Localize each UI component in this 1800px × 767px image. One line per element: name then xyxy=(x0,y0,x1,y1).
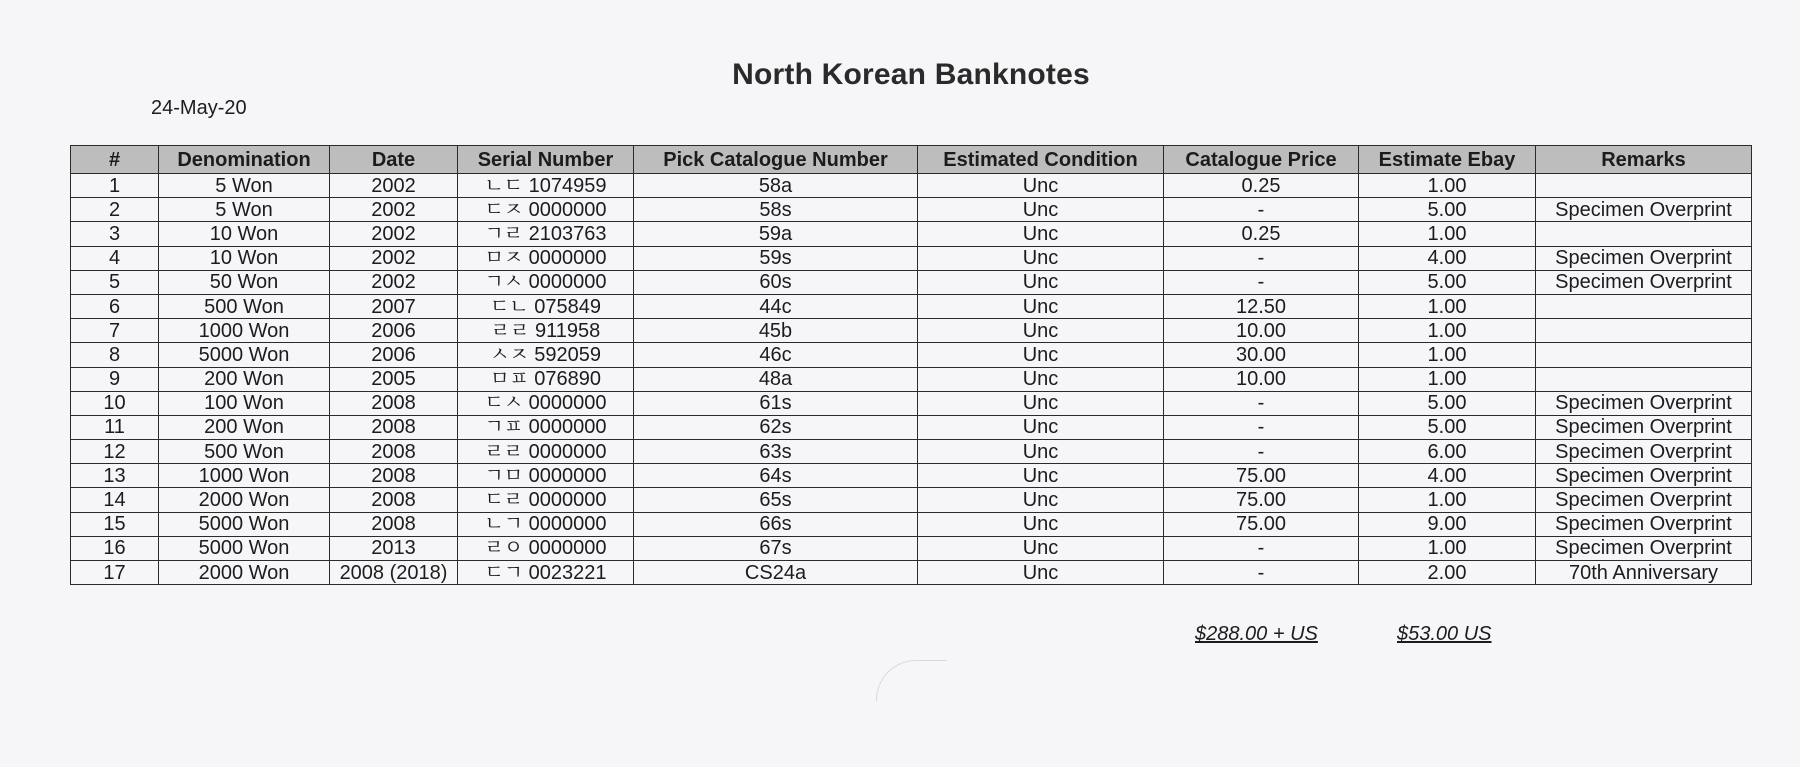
cell-remarks xyxy=(1536,294,1752,318)
cell-serial-number: ㄱㅁ 0000000 xyxy=(458,464,634,488)
cell-pick-catalogue-number: 64s xyxy=(634,464,918,488)
table-row xyxy=(71,343,1752,367)
table-row xyxy=(71,319,1752,343)
cell-pick-catalogue-number: CS24a xyxy=(634,561,918,585)
cell-estimated-condition: Unc xyxy=(918,246,1164,270)
cell-serial-number: ㄷㅈ 0000000 xyxy=(458,198,634,222)
cell-date: 2006 xyxy=(330,319,458,343)
cell-serial-number: ㄷㅅ 0000000 xyxy=(458,391,634,415)
cell-date: 2008 xyxy=(330,391,458,415)
table-row xyxy=(71,391,1752,415)
cell-remarks: Specimen Overprint xyxy=(1536,198,1752,222)
cell-denomination: 1000 Won xyxy=(159,464,330,488)
cell-estimated-condition: Unc xyxy=(918,294,1164,318)
column-header-catalogue-price: Catalogue Price xyxy=(1164,146,1359,174)
cell-date: 2006 xyxy=(330,343,458,367)
cell-remarks: Specimen Overprint xyxy=(1536,440,1752,464)
total-estimate-ebay: $53.00 US xyxy=(1397,623,1492,645)
cell-date: 2008 xyxy=(330,464,458,488)
cell-date: 2005 xyxy=(330,367,458,391)
cell-denomination: 5 Won xyxy=(159,174,330,198)
cell-denomination: 50 Won xyxy=(159,270,330,294)
column-header-denomination: Denomination xyxy=(159,146,330,174)
cell-serial-number: ㄹㅇ 0000000 xyxy=(458,536,634,560)
cell-estimated-condition: Unc xyxy=(918,561,1164,585)
cell-estimated-condition: Unc xyxy=(918,512,1164,536)
cell-estimate-ebay: 1.00 xyxy=(1359,536,1536,560)
cell-serial-number: ㄴㄱ 0000000 xyxy=(458,512,634,536)
cell-pick-catalogue-number: 48a xyxy=(634,367,918,391)
cell-date: 2002 xyxy=(330,246,458,270)
cell-date: 2002 xyxy=(330,222,458,246)
cell-pick-catalogue-number: 59a xyxy=(634,222,918,246)
cell-catalogue-price: - xyxy=(1164,440,1359,464)
table-row xyxy=(71,561,1752,585)
cell-estimate-ebay: 5.00 xyxy=(1359,198,1536,222)
cell-catalogue-price: - xyxy=(1164,536,1359,560)
cell-pick-catalogue-number: 59s xyxy=(634,246,918,270)
cell-estimate-ebay: 1.00 xyxy=(1359,319,1536,343)
cell-remarks: Specimen Overprint xyxy=(1536,488,1752,512)
cell-denomination: 5 Won xyxy=(159,198,330,222)
cell-serial-number: ㄱㅅ 0000000 xyxy=(458,270,634,294)
cell-date: 2002 xyxy=(330,174,458,198)
cell-estimated-condition: Unc xyxy=(918,464,1164,488)
cell-estimated-condition: Unc xyxy=(918,198,1164,222)
cell-remarks: Specimen Overprint xyxy=(1536,246,1752,270)
column-header-remarks: Remarks xyxy=(1536,146,1752,174)
cell-estimate-ebay: 1.00 xyxy=(1359,367,1536,391)
cell-catalogue-price: 75.00 xyxy=(1164,464,1359,488)
cell-catalogue-price: - xyxy=(1164,561,1359,585)
cell-serial-number: ㅁㅍ 076890 xyxy=(458,367,634,391)
cell-serial-number: ㄱㅍ 0000000 xyxy=(458,415,634,439)
cell-number: 16 xyxy=(71,536,159,560)
cell-number: 1 xyxy=(71,174,159,198)
cell-date: 2007 xyxy=(330,294,458,318)
paper-smudge xyxy=(876,660,947,701)
cell-estimated-condition: Unc xyxy=(918,343,1164,367)
cell-serial-number: ㄷㄴ 075849 xyxy=(458,294,634,318)
cell-estimated-condition: Unc xyxy=(918,488,1164,512)
table-body xyxy=(71,174,1752,585)
cell-catalogue-price: - xyxy=(1164,198,1359,222)
total-catalogue-price: $288.00 + US xyxy=(1195,623,1318,645)
banknote-table xyxy=(70,145,1752,585)
cell-pick-catalogue-number: 58a xyxy=(634,174,918,198)
cell-date: 2002 xyxy=(330,270,458,294)
cell-denomination: 10 Won xyxy=(159,246,330,270)
cell-estimate-ebay: 1.00 xyxy=(1359,174,1536,198)
cell-pick-catalogue-number: 63s xyxy=(634,440,918,464)
cell-denomination: 1000 Won xyxy=(159,319,330,343)
table-row xyxy=(71,198,1752,222)
cell-serial-number: ㄹㄹ 911958 xyxy=(458,319,634,343)
cell-estimated-condition: Unc xyxy=(918,319,1164,343)
cell-remarks: Specimen Overprint xyxy=(1536,536,1752,560)
cell-estimate-ebay: 1.00 xyxy=(1359,294,1536,318)
cell-remarks xyxy=(1536,174,1752,198)
cell-remarks: Specimen Overprint xyxy=(1536,512,1752,536)
cell-serial-number: ㄹㄹ 0000000 xyxy=(458,440,634,464)
cell-denomination: 2000 Won xyxy=(159,561,330,585)
cell-denomination: 2000 Won xyxy=(159,488,330,512)
column-header-estimate-ebay: Estimate Ebay xyxy=(1359,146,1536,174)
document-date: 24-May-20 xyxy=(151,97,247,119)
cell-estimated-condition: Unc xyxy=(918,415,1164,439)
cell-catalogue-price: 10.00 xyxy=(1164,319,1359,343)
cell-number: 4 xyxy=(71,246,159,270)
cell-serial-number: ㄴㄷ 1074959 xyxy=(458,174,634,198)
cell-pick-catalogue-number: 58s xyxy=(634,198,918,222)
cell-pick-catalogue-number: 45b xyxy=(634,319,918,343)
column-header-pick-catalogue-number: Pick Catalogue Number xyxy=(634,146,918,174)
cell-estimate-ebay: 2.00 xyxy=(1359,561,1536,585)
cell-pick-catalogue-number: 60s xyxy=(634,270,918,294)
cell-denomination: 500 Won xyxy=(159,440,330,464)
cell-remarks xyxy=(1536,343,1752,367)
table-row xyxy=(71,440,1752,464)
cell-number: 6 xyxy=(71,294,159,318)
cell-number: 3 xyxy=(71,222,159,246)
cell-denomination: 100 Won xyxy=(159,391,330,415)
cell-estimate-ebay: 9.00 xyxy=(1359,512,1536,536)
column-header-number: # xyxy=(71,146,159,174)
cell-number: 12 xyxy=(71,440,159,464)
cell-remarks xyxy=(1536,367,1752,391)
cell-number: 10 xyxy=(71,391,159,415)
cell-date: 2008 xyxy=(330,488,458,512)
cell-denomination: 10 Won xyxy=(159,222,330,246)
table-row xyxy=(71,512,1752,536)
cell-estimate-ebay: 1.00 xyxy=(1359,488,1536,512)
cell-catalogue-price: 10.00 xyxy=(1164,367,1359,391)
cell-serial-number: ㄷㄹ 0000000 xyxy=(458,488,634,512)
cell-estimate-ebay: 1.00 xyxy=(1359,222,1536,246)
cell-number: 13 xyxy=(71,464,159,488)
cell-date: 2002 xyxy=(330,198,458,222)
table-row xyxy=(71,246,1752,270)
cell-pick-catalogue-number: 44c xyxy=(634,294,918,318)
column-header-date: Date xyxy=(330,146,458,174)
cell-catalogue-price: 0.25 xyxy=(1164,174,1359,198)
cell-estimated-condition: Unc xyxy=(918,391,1164,415)
cell-remarks: 70th Anniversary xyxy=(1536,561,1752,585)
table-header-row xyxy=(71,146,1752,174)
cell-pick-catalogue-number: 61s xyxy=(634,391,918,415)
cell-serial-number: ㅁㅈ 0000000 xyxy=(458,246,634,270)
cell-estimate-ebay: 4.00 xyxy=(1359,246,1536,270)
cell-catalogue-price: 0.25 xyxy=(1164,222,1359,246)
cell-denomination: 5000 Won xyxy=(159,343,330,367)
cell-number: 14 xyxy=(71,488,159,512)
cell-serial-number: ㄱㄹ 2103763 xyxy=(458,222,634,246)
cell-date: 2013 xyxy=(330,536,458,560)
table-row xyxy=(71,270,1752,294)
cell-catalogue-price: - xyxy=(1164,270,1359,294)
cell-estimate-ebay: 5.00 xyxy=(1359,391,1536,415)
cell-pick-catalogue-number: 62s xyxy=(634,415,918,439)
table-row xyxy=(71,464,1752,488)
cell-catalogue-price: 30.00 xyxy=(1164,343,1359,367)
cell-estimate-ebay: 6.00 xyxy=(1359,440,1536,464)
cell-serial-number: ㄷㄱ 0023221 xyxy=(458,561,634,585)
cell-estimate-ebay: 5.00 xyxy=(1359,270,1536,294)
cell-remarks: Specimen Overprint xyxy=(1536,415,1752,439)
cell-date: 2008 (2018) xyxy=(330,561,458,585)
cell-estimate-ebay: 1.00 xyxy=(1359,343,1536,367)
cell-catalogue-price: 75.00 xyxy=(1164,512,1359,536)
cell-catalogue-price: 75.00 xyxy=(1164,488,1359,512)
cell-catalogue-price: 12.50 xyxy=(1164,294,1359,318)
table-row xyxy=(71,536,1752,560)
cell-estimated-condition: Unc xyxy=(918,270,1164,294)
cell-number: 5 xyxy=(71,270,159,294)
cell-catalogue-price: - xyxy=(1164,246,1359,270)
cell-denomination: 5000 Won xyxy=(159,512,330,536)
cell-catalogue-price: - xyxy=(1164,415,1359,439)
cell-number: 8 xyxy=(71,343,159,367)
cell-denomination: 200 Won xyxy=(159,367,330,391)
column-header-estimated-condition: Estimated Condition xyxy=(918,146,1164,174)
cell-remarks xyxy=(1536,319,1752,343)
cell-estimate-ebay: 5.00 xyxy=(1359,415,1536,439)
table-row xyxy=(71,222,1752,246)
column-header-serial-number: Serial Number xyxy=(458,146,634,174)
table-row xyxy=(71,367,1752,391)
cell-estimated-condition: Unc xyxy=(918,174,1164,198)
cell-remarks: Specimen Overprint xyxy=(1536,464,1752,488)
cell-serial-number: ㅅㅈ 592059 xyxy=(458,343,634,367)
cell-remarks: Specimen Overprint xyxy=(1536,391,1752,415)
cell-number: 7 xyxy=(71,319,159,343)
cell-number: 2 xyxy=(71,198,159,222)
cell-denomination: 500 Won xyxy=(159,294,330,318)
cell-estimated-condition: Unc xyxy=(918,536,1164,560)
cell-number: 17 xyxy=(71,561,159,585)
cell-pick-catalogue-number: 66s xyxy=(634,512,918,536)
cell-number: 9 xyxy=(71,367,159,391)
cell-denomination: 200 Won xyxy=(159,415,330,439)
cell-number: 11 xyxy=(71,415,159,439)
table-row xyxy=(71,488,1752,512)
cell-remarks: Specimen Overprint xyxy=(1536,270,1752,294)
cell-estimate-ebay: 4.00 xyxy=(1359,464,1536,488)
cell-number: 15 xyxy=(71,512,159,536)
cell-denomination: 5000 Won xyxy=(159,536,330,560)
cell-remarks xyxy=(1536,222,1752,246)
cell-catalogue-price: - xyxy=(1164,391,1359,415)
cell-estimated-condition: Unc xyxy=(918,367,1164,391)
table-row xyxy=(71,174,1752,198)
cell-date: 2008 xyxy=(330,512,458,536)
page-title: North Korean Banknotes xyxy=(732,58,1090,91)
cell-estimated-condition: Unc xyxy=(918,440,1164,464)
cell-pick-catalogue-number: 67s xyxy=(634,536,918,560)
table-row xyxy=(71,294,1752,318)
cell-estimated-condition: Unc xyxy=(918,222,1164,246)
table-row xyxy=(71,415,1752,439)
cell-date: 2008 xyxy=(330,440,458,464)
cell-pick-catalogue-number: 46c xyxy=(634,343,918,367)
cell-pick-catalogue-number: 65s xyxy=(634,488,918,512)
cell-date: 2008 xyxy=(330,415,458,439)
